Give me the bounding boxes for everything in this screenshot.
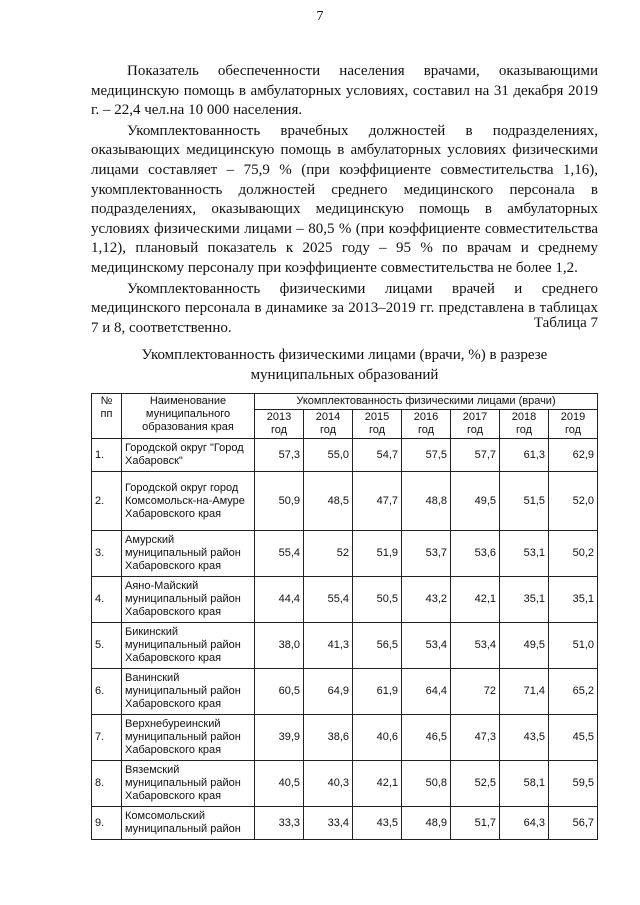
table-row <box>92 623 598 669</box>
cell-value: 52,0 <box>549 472 598 531</box>
table-row <box>92 472 598 531</box>
header-group: Укомплектованность физическими лицами (врачи) <box>255 394 598 410</box>
cell-value: 43,5 <box>500 715 549 761</box>
cell-value: 51,9 <box>353 531 402 577</box>
row-name: Вяземский муниципальный район Хабаровского края <box>122 761 255 807</box>
table-row <box>92 669 598 715</box>
row-name: Верхнебуреинский муниципальный район Хабаровского края <box>122 715 255 761</box>
cell-value: 48,9 <box>402 807 451 840</box>
cell-value: 71,4 <box>500 669 549 715</box>
cell-value: 39,9 <box>255 715 304 761</box>
cell-value: 61,9 <box>353 669 402 715</box>
cell-value: 48,5 <box>304 472 353 531</box>
cell-value: 55,4 <box>304 577 353 623</box>
cell-value: 61,3 <box>500 439 549 472</box>
cell-value: 53,1 <box>500 531 549 577</box>
cell-value: 56,7 <box>549 807 598 840</box>
header-year: 2017 год <box>451 410 500 439</box>
cell-value: 35,1 <box>500 577 549 623</box>
cell-value: 65,2 <box>549 669 598 715</box>
cell-value: 57,3 <box>255 439 304 472</box>
cell-value: 46,5 <box>402 715 451 761</box>
header-year: 2019 год <box>549 410 598 439</box>
cell-value: 43,2 <box>402 577 451 623</box>
cell-value: 50,5 <box>353 577 402 623</box>
cell-value: 57,7 <box>451 439 500 472</box>
row-num: 9. <box>92 807 122 840</box>
cell-value: 64,4 <box>402 669 451 715</box>
cell-value: 64,3 <box>500 807 549 840</box>
cell-value: 54,7 <box>353 439 402 472</box>
row-num: 8. <box>92 761 122 807</box>
cell-value: 49,5 <box>451 472 500 531</box>
cell-value: 58,1 <box>500 761 549 807</box>
cell-value: 53,4 <box>451 623 500 669</box>
cell-value: 40,3 <box>304 761 353 807</box>
table-row <box>92 439 598 472</box>
row-name: Городской округ "Город Хабаровск" <box>122 439 255 472</box>
table-row <box>92 715 598 761</box>
cell-value: 55,4 <box>255 531 304 577</box>
table-row <box>92 761 598 807</box>
table-title: Укомплектованность физическими лицами (врачи, %) в разрезе муниципальных образований <box>141 347 548 383</box>
cell-value: 44,4 <box>255 577 304 623</box>
cell-value: 51,5 <box>500 472 549 531</box>
header-num: № пп <box>92 394 122 439</box>
row-name: Городской округ город Комсомольск-на-Амуре Хабаровского края <box>122 472 255 531</box>
row-num: 6. <box>92 669 122 715</box>
header-year: 2018 год <box>500 410 549 439</box>
table-header-row <box>92 394 598 410</box>
cell-value: 40,6 <box>353 715 402 761</box>
page-number: 7 <box>316 9 324 24</box>
row-num: 7. <box>92 715 122 761</box>
table-row <box>92 577 598 623</box>
row-num: 3. <box>92 531 122 577</box>
header-name: Наименование муниципального образования края <box>122 394 255 439</box>
cell-value: 52,5 <box>451 761 500 807</box>
cell-value: 55,0 <box>304 439 353 472</box>
cell-value: 53,4 <box>402 623 451 669</box>
cell-value: 57,5 <box>402 439 451 472</box>
body-text <box>91 62 598 339</box>
row-name: Комсомольский муниципальный район <box>122 807 255 840</box>
cell-value: 60,5 <box>255 669 304 715</box>
paragraph: Показатель обеспеченности населения врачами, оказывающими медицинскую помощь в амбулаторных условиях, составил на 31 декабря 2019 г. – 22,4 чел.на 10 000 населения. <box>91 63 598 119</box>
row-name: Аяно-Майский муниципальный район Хабаровского края <box>122 577 255 623</box>
cell-value: 50,8 <box>402 761 451 807</box>
row-num: 5. <box>92 623 122 669</box>
cell-value: 40,5 <box>255 761 304 807</box>
table-row <box>92 807 598 840</box>
paragraph: Укомплектованность физическими лицами врачей и среднего медицинского персонала в динамике за 2013–2019 гг. представлена в таблицах 7 и 8, соответственно. <box>91 280 598 336</box>
header-year: 2013 год <box>255 410 304 439</box>
cell-value: 49,5 <box>500 623 549 669</box>
cell-value: 45,5 <box>549 715 598 761</box>
cell-value: 51,0 <box>549 623 598 669</box>
cell-value: 43,5 <box>353 807 402 840</box>
cell-value: 50,2 <box>549 531 598 577</box>
cell-value: 62,9 <box>549 439 598 472</box>
cell-value: 52 <box>304 531 353 577</box>
cell-value: 41,3 <box>304 623 353 669</box>
cell-value: 51,7 <box>451 807 500 840</box>
staffing-table <box>91 393 598 840</box>
cell-value: 33,3 <box>255 807 304 840</box>
cell-value: 64,9 <box>304 669 353 715</box>
cell-value: 38,6 <box>304 715 353 761</box>
cell-value: 53,6 <box>451 531 500 577</box>
cell-value: 35,1 <box>549 577 598 623</box>
row-num: 1. <box>92 439 122 472</box>
cell-value: 47,7 <box>353 472 402 531</box>
row-name: Амурский муниципальный район Хабаровского края <box>122 531 255 577</box>
cell-value: 42,1 <box>451 577 500 623</box>
header-year: 2016 год <box>402 410 451 439</box>
row-name: Ванинский муниципальный район Хабаровского края <box>122 669 255 715</box>
cell-value: 47,3 <box>451 715 500 761</box>
cell-value: 42,1 <box>353 761 402 807</box>
table-label: Таблица 7 <box>533 315 598 331</box>
header-year: 2014 год <box>304 410 353 439</box>
cell-value: 33,4 <box>304 807 353 840</box>
row-name: Бикинский муниципальный район Хабаровского края <box>122 623 255 669</box>
cell-value: 38,0 <box>255 623 304 669</box>
cell-value: 53,7 <box>402 531 451 577</box>
row-num: 2. <box>92 472 122 531</box>
header-year: 2015 год <box>353 410 402 439</box>
table-row <box>92 531 598 577</box>
paragraph: Укомплектованность врачебных должностей в подразделениях, оказывающих медицинскую помощь в амбулаторных условиях физическими лицами составляет – 75,9 % (при коэффициенте совместительства 1,16), укомплектованность должностей среднего медицинского персонала в подразделениях, оказывающих медицинскую помощь в амбулаторных условиях физическими лицами – 80,5 % (при коэффициенте совместительства 1,12), плановый показатель к 2025 году – 95 % по врачам и среднему медицинскому персоналу при коэффициенте совместительства не более 1,2. <box>91 122 598 276</box>
cell-value: 56,5 <box>353 623 402 669</box>
cell-value: 50,9 <box>255 472 304 531</box>
cell-value: 72 <box>451 669 500 715</box>
cell-value: 59,5 <box>549 761 598 807</box>
row-num: 4. <box>92 577 122 623</box>
cell-value: 48,8 <box>402 472 451 531</box>
